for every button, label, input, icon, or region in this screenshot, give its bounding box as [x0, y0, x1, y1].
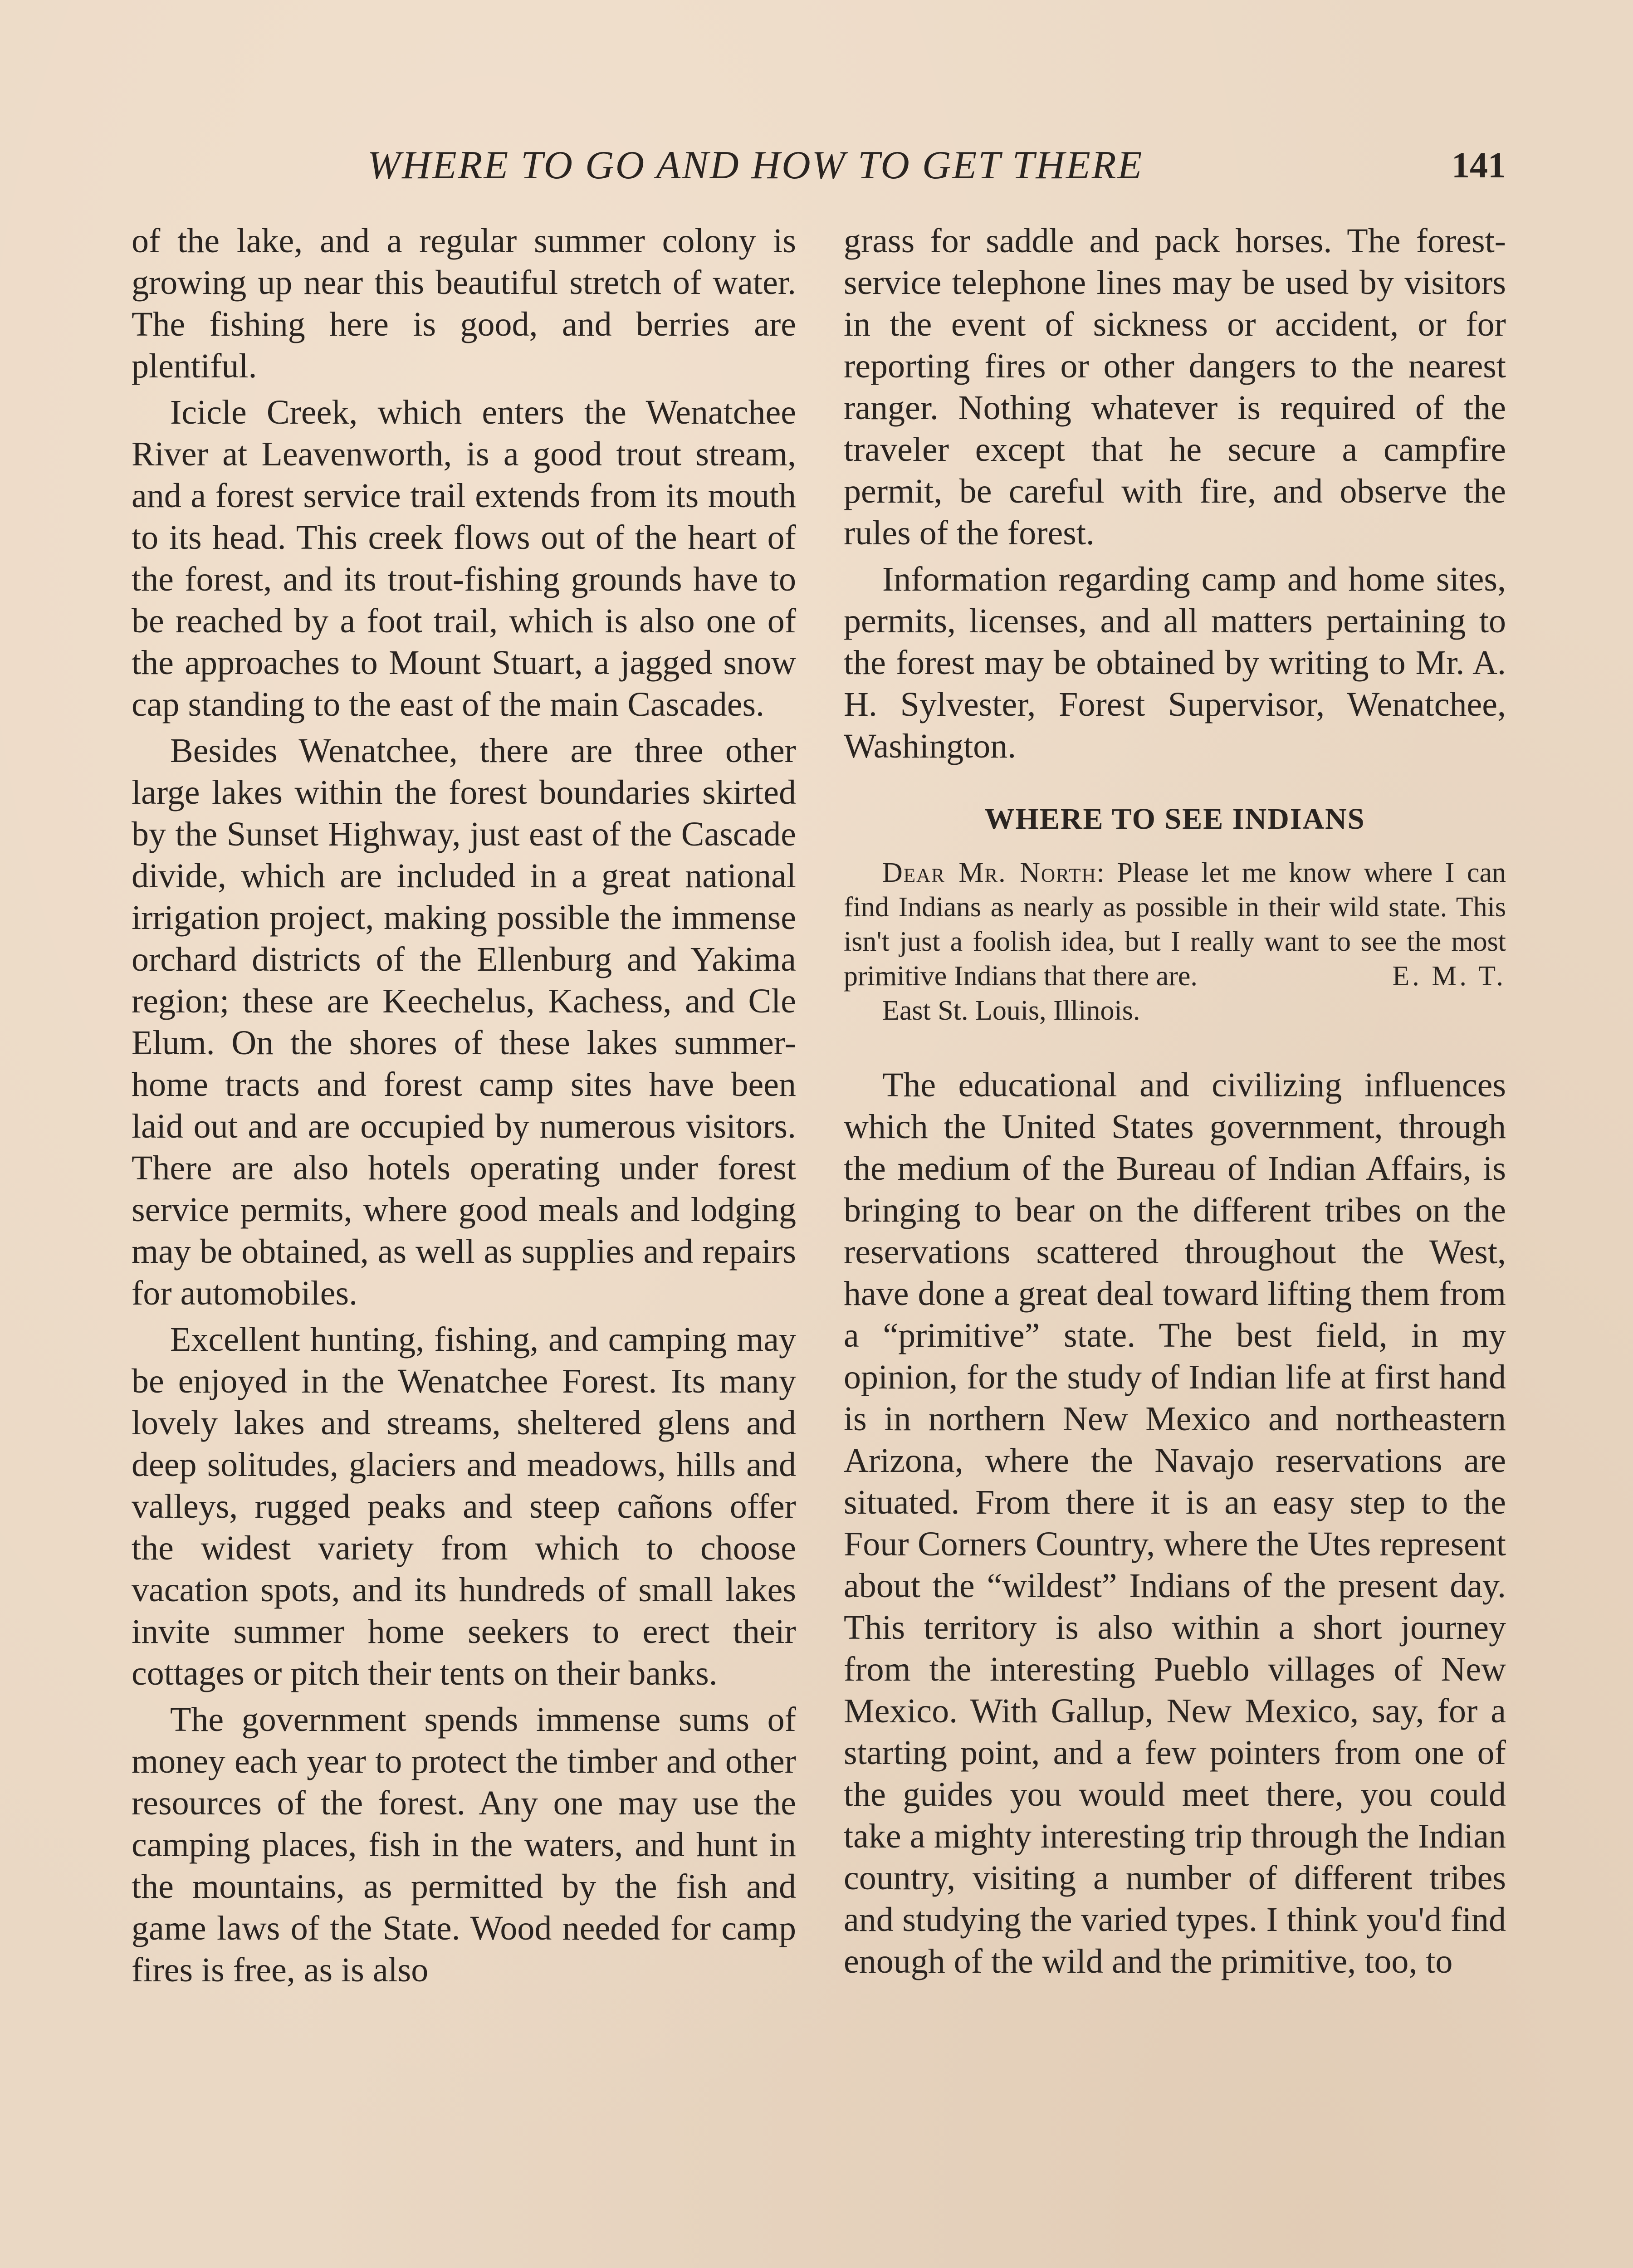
paragraph: Excellent hunting, fishing, and camping may be enjoyed in the Wenatchee Forest. Its many lovely lakes and streams, sheltered glens and deep solitudes, glaciers and meadows, hills and valleys, rugged peaks and steep cañons offer the widest variety from which to choose vacation spots, and its hundreds of small lakes invite summer home seekers to erect their cottages or pitch their tents on their banks. — [132, 1320, 796, 1692]
right-column — [844, 220, 1506, 1987]
left-column — [132, 220, 796, 1995]
paragraph: Information regarding camp and home sites, permits, licenses, and all matters pertaining to the forest may be obtained by writing to Mr. A. H. Sylvester, Forest Supervisor, Wenatchee, Washington. — [844, 560, 1506, 765]
reader-letter — [844, 855, 1506, 1028]
paragraph: grass for saddle and pack horses. The forest-service telephone lines may be used by visitors in the event of sickness or accident, or for reporting fires or other dangers to the nearest ranger. Nothing whatever is required of the traveler except that he secure a campfire permit, be careful with fire, and observe the rules of the forest. — [844, 222, 1506, 552]
running-title: WHERE TO GO AND HOW TO GET THERE — [367, 143, 1144, 187]
letter-salutation: Dear Mr. North — [882, 857, 1097, 888]
paragraph: of the lake, and a regular summer colony is growing up near this beautiful stretch of water. The fishing here is good, and berries are plentiful. — [132, 222, 796, 385]
paragraph: The educational and civilizing influences which the United States government, through the medium of the Bureau of Indian Affairs, is bringing to bear on the different tribes on the reservations scattered throughout the West, have done a great deal toward lifting them from a “primitive” state. The best field, in my opinion, for the study of Indian life at first hand is in northern New Mexico and northeastern Arizona, where the Navajo reservations are situated. From there it is an easy step to the Four Corners Country, where the Utes represent about the “wildest” Indians of the present day. This territory is also within a short journey from the interesting Pueblo villages of New Mexico. With Gallup, New Mexico, say, for a starting point, and a few pointers from one of the guides you would meet there, you could take a mighty interesting trip through the Indian country, visiting a number of different tribes and studying the varied types. I think you'd find enough of the wild and the primitive, too, to — [844, 1066, 1506, 1980]
paragraph: Icicle Creek, which enters the Wenatchee River at Leavenworth, is a good trout stream, and a forest service trail extends from its mouth to its head. This creek flows out of the heart of the forest, and its trout-fishing grounds have to be reached by a foot trail, which is also one of the approaches to Mount Stuart, a jagged snow cap standing to the east of the main Cascades. — [132, 393, 796, 723]
letter-place: East St. Louis, Illinois. — [882, 995, 1140, 1026]
page-number: 141 — [1452, 146, 1506, 186]
paragraph: The government spends immense sums of money each year to protect the timber and other resources of the forest. Any one may use the camping places, fish in the waters, and hunt in the mountains, as permitted by the fish and game laws of the State. Wood needed for camp fires is free, as is also — [132, 1701, 796, 1989]
paragraph: Besides Wenatchee, there are three other large lakes within the forest boundaries skirted by the Sunset Highway, just east of the Cascade divide, which are included in a great national irrigation project, making possible the immense orchard districts of the Ellenburg and Yakima region; these are Keechelus, Kachess, and Cle Elum. On the shores of these lakes summer-home tracts and forest camp sites have been laid out and are occupied by numerous visitors. There are also hotels operating under forest service permits, where good meals and lodging may be obtained, as well as supplies and repairs for automobiles. — [132, 732, 796, 1312]
letter-body — [844, 855, 1506, 993]
letter-signature: E. M. T. — [1392, 961, 1506, 992]
section-heading: WHERE TO SEE INDIANS — [984, 802, 1365, 836]
letter-text: : Please let me know where I can find Indians as nearly as possible in their wild state. This isn't just a foolish idea, but I really want to see the most primitive Indians that there are. — [844, 857, 1506, 992]
page-header — [132, 136, 1506, 195]
